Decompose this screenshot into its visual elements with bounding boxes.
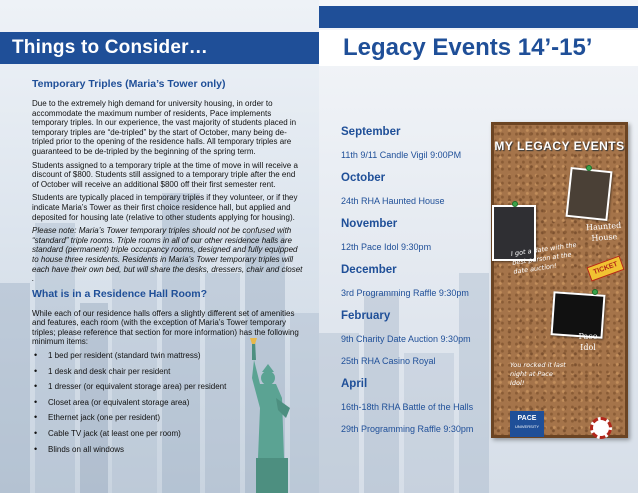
month-heading: April bbox=[341, 378, 368, 390]
event-item: 29th Programming Raffle 9:30pm bbox=[341, 424, 474, 434]
group-photo bbox=[566, 167, 613, 221]
residence-room-heading: What is in a Residence Hall Room? bbox=[32, 287, 208, 300]
list-item: • Ethernet jack (one per resident) bbox=[32, 413, 304, 423]
event-item: 12th Pace Idol 9:30pm bbox=[341, 242, 432, 252]
list-item: • Closet area (or equivalent storage area) bbox=[32, 398, 304, 408]
month-heading: November bbox=[341, 218, 398, 230]
events-list bbox=[341, 126, 501, 446]
pin-icon bbox=[512, 201, 518, 207]
list-item: • 1 bed per resident (standard twin mattress) bbox=[32, 351, 304, 361]
pin-icon bbox=[586, 165, 592, 171]
month-heading: December bbox=[341, 264, 397, 276]
month-heading: February bbox=[341, 310, 391, 322]
month-heading: September bbox=[341, 126, 401, 138]
pace-idol-note: You rocked it last night at Pace Idol! bbox=[510, 361, 566, 387]
list-item: • 1 desk and desk chair per resident bbox=[32, 367, 304, 377]
event-item: 24th RHA Haunted House bbox=[341, 196, 445, 206]
list-item: • Cable TV jack (at least one per room) bbox=[32, 429, 304, 439]
event-item: 3rd Programming Raffle 9:30pm bbox=[341, 288, 469, 298]
temporary-triples-heading: Temporary Triples (Maria’s Tower only) bbox=[32, 78, 226, 90]
page-title: Legacy Events 14’-15’ bbox=[319, 30, 638, 66]
paragraph: Due to the extremely high demand for university housing, in order to accommodate the maximum number of residents, Pace implements temporary triples. In our experience, the vast majority of students placed in temporary triples are “de-tripled” by the start of October, many being de-tripled prior to the opening of the residence halls. All temporary triples are guaranteed to be de-tripled by the beginning of the spring term. bbox=[32, 99, 297, 156]
logo-text: PACE bbox=[517, 415, 537, 422]
statue-of-liberty-image bbox=[238, 338, 304, 493]
paragraph: Students assigned to a temporary triple at the time of move in will receive a discount of $800. Students still assigned to a temporary triple after the end of October will receive an additional $800 off their first semester rent. bbox=[32, 160, 298, 189]
event-item: 9th Charity Date Auction 9:30pm bbox=[341, 334, 471, 344]
top-bar bbox=[319, 6, 638, 28]
event-item: 25th RHA Casino Royal bbox=[341, 356, 436, 366]
list-item: • Blinds on all windows bbox=[32, 445, 304, 455]
paragraph: Students are typically placed in temporary triples if they volunteer, or if they indicate Maria’s Tower as their first choice residence hall, but applied and deposited for housing late (relative to other students applying for housing). bbox=[32, 193, 298, 222]
list-item: • 1 dresser (or equivalent storage area) per resident bbox=[32, 382, 304, 392]
haunted-house-label: Haunted House bbox=[585, 220, 622, 243]
event-item: 16th-18th RHA Battle of the Halls bbox=[341, 402, 474, 412]
corkboard bbox=[491, 122, 628, 438]
event-item: 11th 9/11 Candle Vigil 9:00PM bbox=[341, 150, 462, 160]
ticket-icon: TICKET bbox=[586, 255, 624, 281]
triples-note: Please note: Maria’s Tower temporary triples should not be confused with “standard” triple rooms. Triple rooms in all of our other residence halls are standard (permanent) triple occupancy rooms, designed and fully equipped to house three residents. Residents in Maria’s Tower temporary triples will each have their own bed, but will share the desks, dressers, chair and closet . bbox=[32, 226, 303, 284]
pin-icon bbox=[592, 289, 598, 295]
month-heading: October bbox=[341, 172, 386, 184]
left-header: Things to Consider… bbox=[0, 32, 319, 64]
room-intro: While each of our residence halls offers a slightly different set of amenities and features, each room (with the exception of Maria’s Tower temporary triples; please reference that section for more information) has the following minimum items: bbox=[32, 308, 299, 347]
pace-university-logo bbox=[510, 411, 544, 437]
date-auction-note: I got a date with the best person at the date auction! bbox=[510, 240, 577, 276]
poker-chip-icon bbox=[590, 417, 612, 439]
pace-idol-label: Pace Idol bbox=[578, 332, 598, 352]
corkboard-title: MY LEGACY EVENTS bbox=[494, 139, 625, 153]
logo-subtext: UNIVERSITY bbox=[514, 424, 539, 429]
right-panel bbox=[319, 0, 638, 493]
